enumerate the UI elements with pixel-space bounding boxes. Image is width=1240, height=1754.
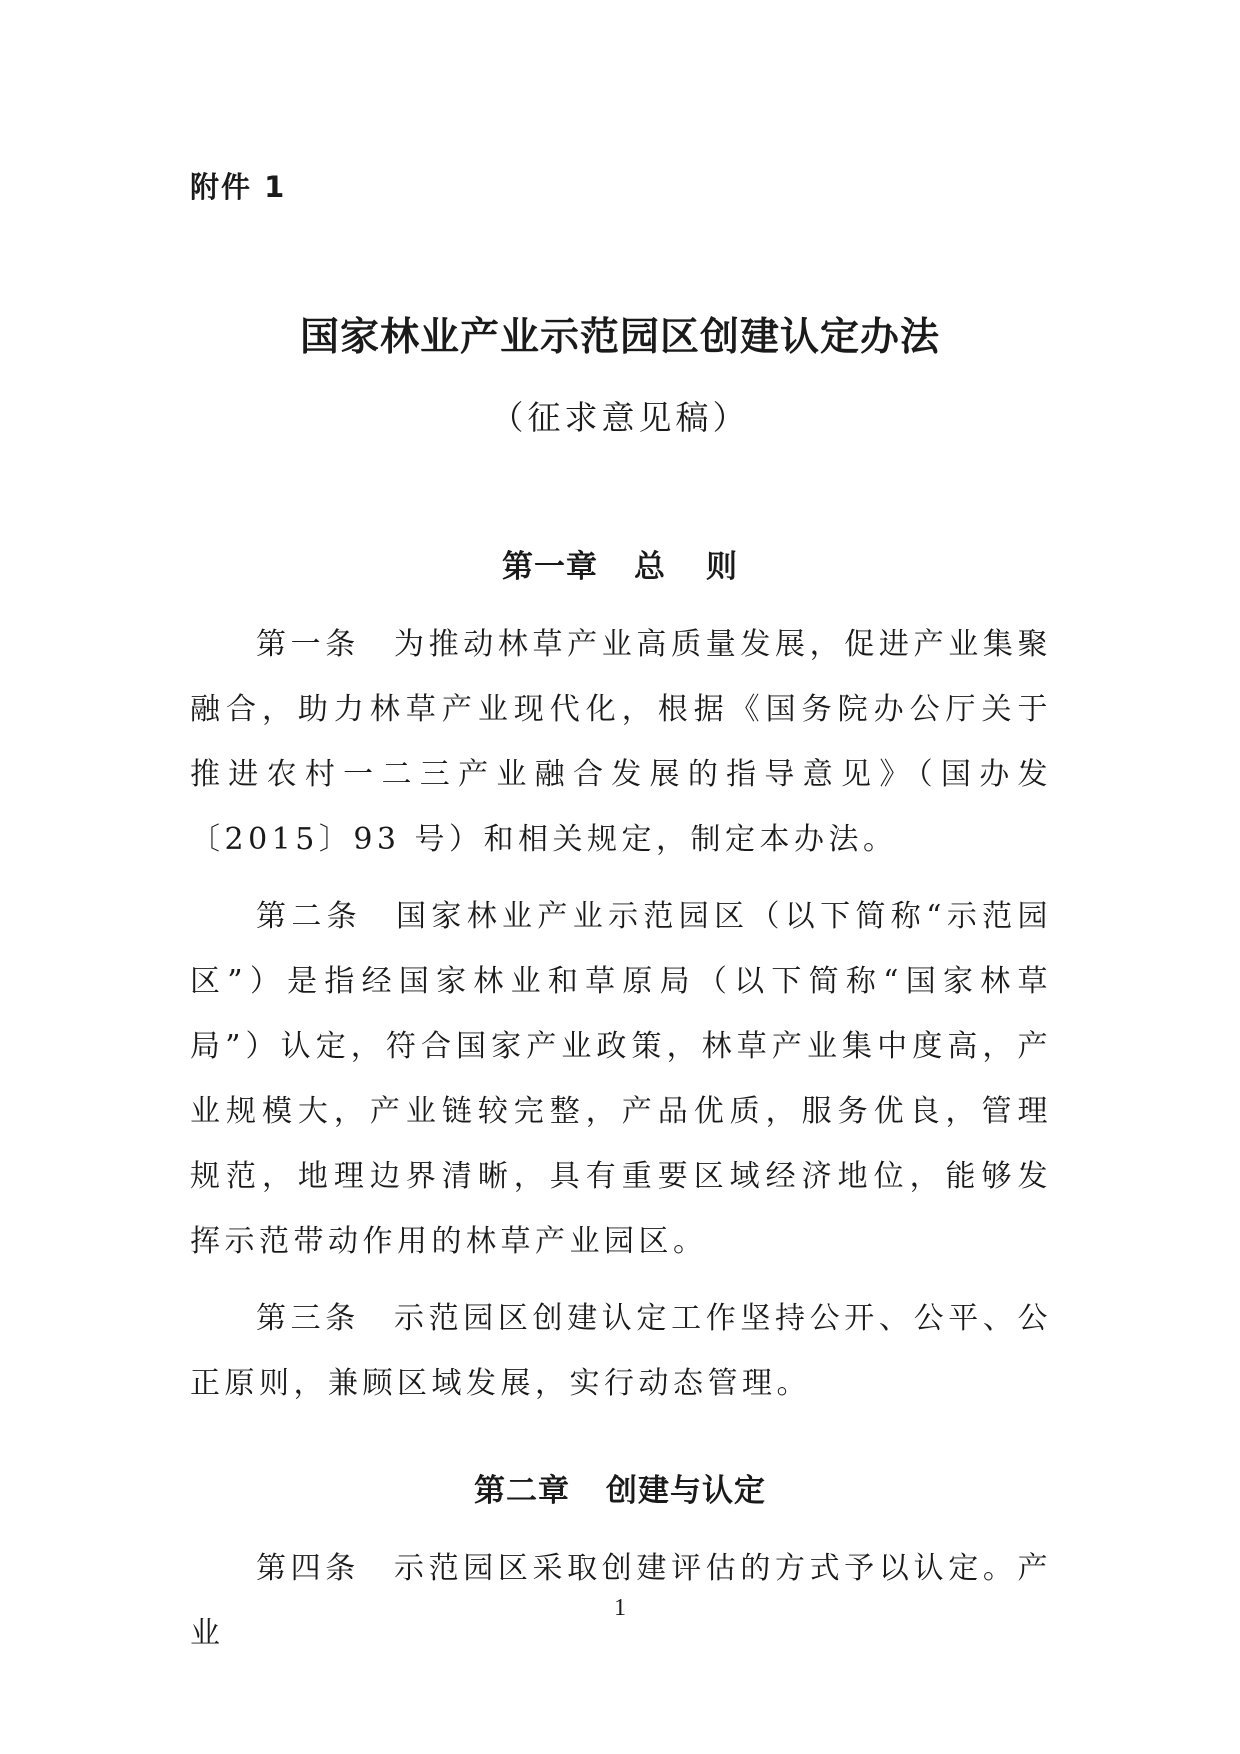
chapter-number: 第二章 — [474, 1473, 570, 1509]
chapter-name: 创建与认定 — [606, 1473, 766, 1509]
article-text: 示范园区采取创建评估的方式予以认定。产业 — [190, 1551, 1053, 1651]
article-label: 第三条 — [256, 1301, 360, 1336]
chapter-heading-1 — [0, 541, 1240, 586]
page-number: 1 — [614, 1595, 626, 1621]
chapter-name-part: 则 — [706, 549, 738, 585]
article-paragraph — [190, 612, 1052, 872]
document-subtitle: （征求意见稿） — [490, 398, 750, 437]
article-label: 第二条 — [256, 899, 363, 934]
article-text: 示范园区创建认定工作坚持公开、公平、公正原则，兼顾区域发展，实行动态管理。 — [190, 1301, 1053, 1401]
attachment-label: 附件 1 — [190, 170, 287, 204]
chapter-name-part: 总 — [634, 549, 666, 585]
chapter-heading-2 — [0, 1465, 1240, 1510]
article-text: 为推动林草产业高质量发展，促进产业集聚融合，助力林草产业现代化，根据《国务院办公厅关于推进农村一二三产业融合发展的指导意见》（国办发〔2015〕93 号）和相关规定，制定本办法。 — [190, 627, 1053, 857]
chapter-number: 第一章 — [502, 549, 598, 585]
article-label: 第四条 — [256, 1551, 360, 1586]
article-text: 国家林业产业示范园区（以下简称“示范园区”）是指经国家林业和草原局（以下简称“国家林草局”）认定，符合国家产业政策，林草产业集中度高，产业规模大，产业链较完整，产品优质，服务优良，管理规范，地理边界清晰，具有重要区域经济地位，能够发挥示范带动作用的林草产业园区。 — [190, 899, 1053, 1259]
article-label: 第一条 — [256, 627, 360, 662]
article-paragraph — [190, 1286, 1052, 1416]
article-paragraph — [190, 884, 1052, 1274]
document-title: 国家林业产业示范园区创建认定办法 — [299, 314, 940, 360]
